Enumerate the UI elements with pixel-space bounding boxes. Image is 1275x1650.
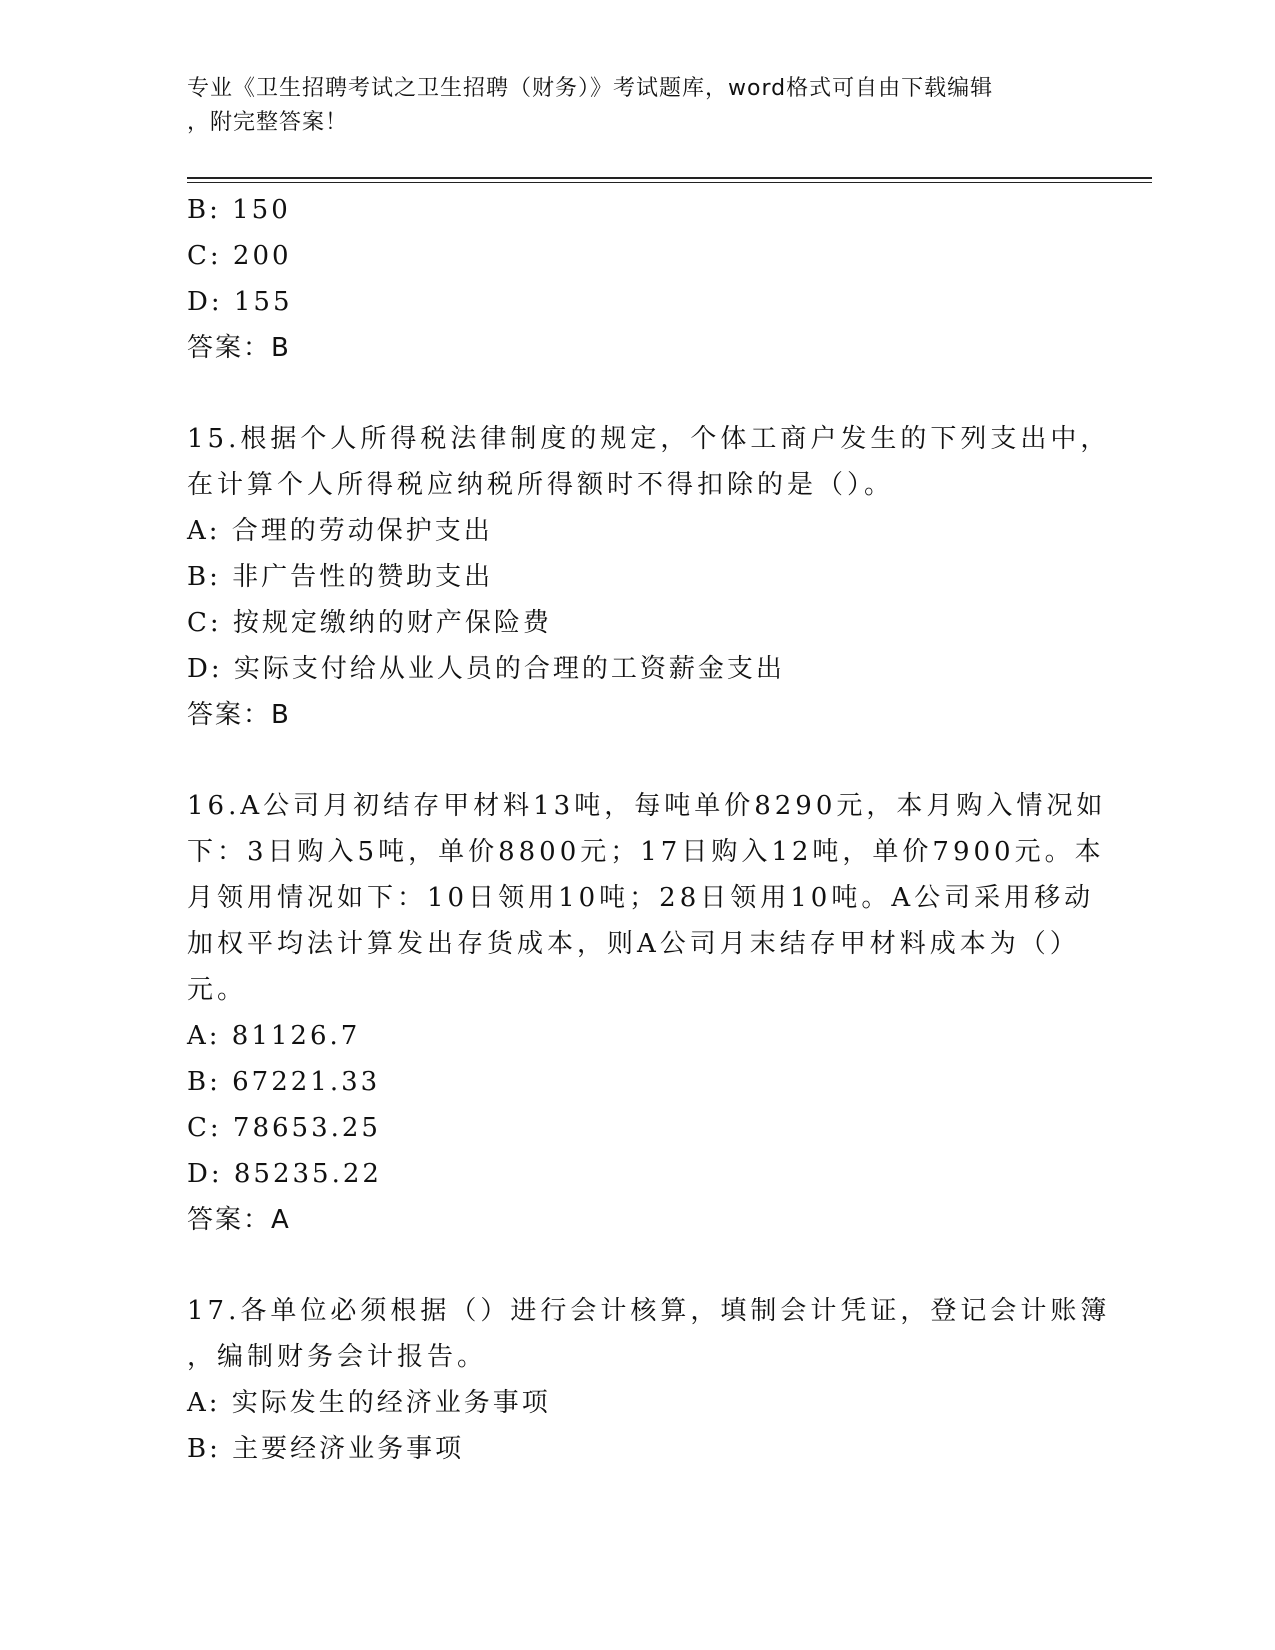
option-c: C: 200 xyxy=(187,241,292,271)
option-b: B: 主要经济业务事项 xyxy=(187,1434,465,1464)
question-stem-line: 在计算个人所得税应纳税所得额时不得扣除的是（）。 xyxy=(187,470,895,500)
question-stem-line: 元。 xyxy=(187,975,248,1005)
question-stem-line: 15.根据个人所得税法律制度的规定，个体工商户发生的下列支出中， xyxy=(187,424,1111,454)
option-c: C: 78653.25 xyxy=(187,1113,381,1143)
answer-line: 答案：B xyxy=(187,333,291,363)
question-stem-line: ，编制财务会计报告。 xyxy=(187,1342,488,1372)
option-a: A: 实际发生的经济业务事项 xyxy=(187,1388,551,1418)
option-b: B: 67221.33 xyxy=(187,1067,381,1097)
question-16 xyxy=(187,783,1107,1243)
answer-line: 答案：A xyxy=(187,1205,291,1235)
option-a: A: 81126.7 xyxy=(187,1021,361,1051)
option-b: B: 150 xyxy=(187,195,291,225)
spacer xyxy=(187,738,1107,783)
question-stem-line: 加权平均法计算发出存货成本，则A公司月末结存甲材料成本为（） xyxy=(187,929,1080,959)
spacer xyxy=(187,371,1107,416)
answer-line: 答案：B xyxy=(187,700,291,730)
question-stem-line: 月领用情况如下：10日领用10吨；28日领用10吨。A公司采用移动 xyxy=(187,883,1095,913)
header-title-line-1: 专业《卫生招聘考试之卫生招聘（财务）》考试题库，word格式可自由下载编辑 xyxy=(187,76,994,101)
question-stem-line: 17.各单位必须根据（）进行会计核算，填制会计凭证，登记会计账簿 xyxy=(187,1296,1111,1326)
question-14-tail xyxy=(187,187,1107,371)
option-a: A: 合理的劳动保护支出 xyxy=(187,516,493,546)
question-stem-line: 16.A公司月初结存甲材料13吨，每吨单价8290元，本月购入情况如 xyxy=(187,791,1107,821)
option-c: C: 按规定缴纳的财产保险费 xyxy=(187,608,552,638)
question-stem-line: 下：3日购入5吨，单价8800元；17日购入12吨，单价7900元。本 xyxy=(187,837,1105,867)
option-d: D: 85235.22 xyxy=(187,1159,382,1189)
document-header xyxy=(187,72,1067,140)
header-divider xyxy=(187,177,1152,183)
question-15 xyxy=(187,416,1111,738)
option-d: D: 实际支付给从业人员的合理的工资薪金支出 xyxy=(187,654,785,684)
header-title-line-2: ，附完整答案！ xyxy=(187,110,349,135)
spacer xyxy=(187,1243,1107,1288)
question-17 xyxy=(187,1288,1111,1472)
option-d: D: 155 xyxy=(187,287,293,317)
question-content xyxy=(187,187,1111,1472)
option-b: B: 非广告性的赞助支出 xyxy=(187,562,494,592)
